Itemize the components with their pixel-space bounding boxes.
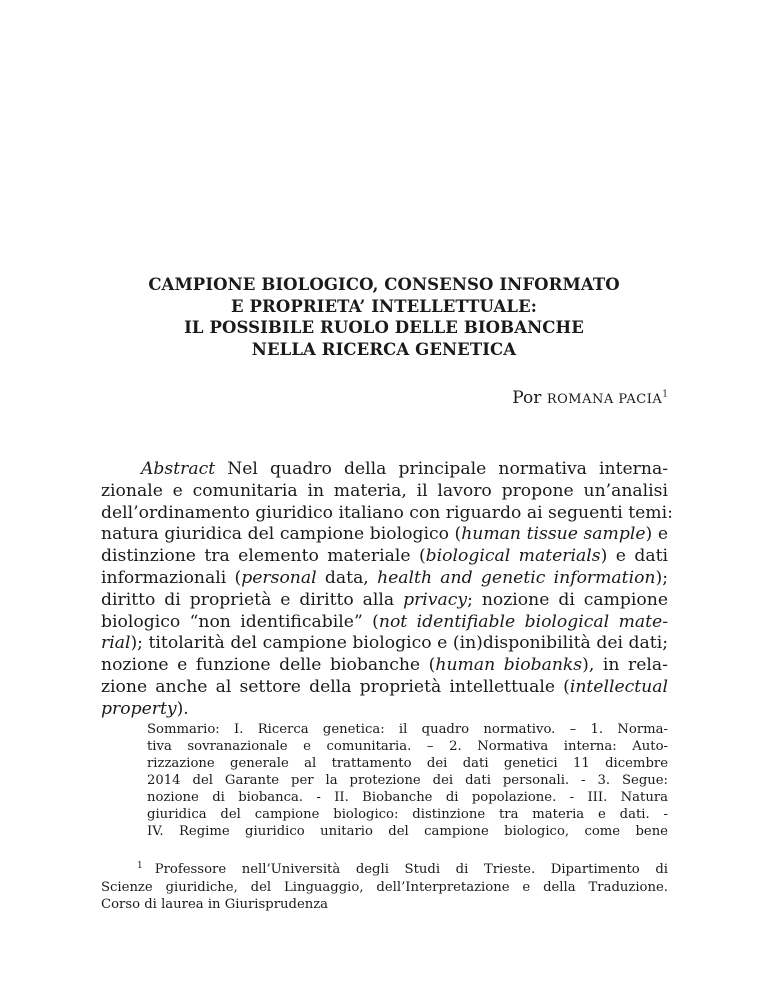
summary-line: giuridica del campione biologico: distinzione tra materia e dati. - — [147, 807, 668, 822]
summary-line: rizzazione generale al trattamento dei dati genetici 11 dicembre — [147, 756, 668, 771]
title-line-2: E PROPRIETA’ INTELLETTUALE: — [231, 296, 537, 316]
author-name: ROMANA PACIA — [546, 392, 663, 407]
abstract-line: zionale e comunitaria in materia, il lavoro propone un’analisi — [101, 480, 668, 501]
title-line-4: NELLA RICERCA GENETICA — [251, 339, 517, 359]
abstract-line: distinzione tra elemento materiale (biological materials) e dati — [101, 546, 668, 567]
abstract-paragraph — [101, 459, 673, 721]
title-line-1: CAMPIONE BIOLOGICO, CONSENSO INFORMATO — [148, 275, 620, 294]
abstract-line: biologico “non identificabile” (not identifiable biological mate- — [101, 611, 668, 632]
footnote-mark: 1 — [137, 860, 143, 871]
abstract-line: dell’ordinamento giuridico italiano con riguardo ai seguenti temi: — [101, 502, 673, 523]
abstract-line: Abstract Nel quadro della principale normativa interna- — [141, 459, 668, 479]
author-line — [512, 388, 668, 408]
summary-block — [147, 721, 668, 840]
abstract-label: Abstract — [141, 459, 216, 479]
footnote — [101, 861, 668, 914]
abstract-line: nozione e funzione delle biobanche (human biobanks), in rela- — [101, 655, 668, 676]
paper-title — [100, 274, 668, 360]
summary-line: tiva sovranazionale e comunitaria. – 2. Normativa interna: Auto- — [147, 739, 668, 754]
summary-line: Sommario: I. Ricerca genetica: il quadro normativo. – 1. Norma- — [147, 722, 668, 737]
footnote-line: $^1$ Professore nell’Università degli Studi di Trieste. Dipartimento di — [137, 860, 668, 877]
abstract-line: informazionali (personal data, health and genetic information); — [101, 567, 668, 588]
author-prefix: Por — [512, 388, 542, 408]
abstract-line: rial); titolarità del campione biologico e (in)disponibilità dei dati; — [101, 633, 668, 654]
author-footnote-mark: 1 — [662, 389, 668, 400]
title-line-3: IL POSSIBILE RUOLO DELLE BIOBANCHE — [184, 318, 584, 337]
summary-line: 2014 del Garante per la protezione dei dati personali. - 3. Segue: — [147, 773, 668, 788]
abstract-line: diritto di proprietà e diritto alla privacy; nozione di campione — [101, 589, 669, 610]
abstract-line: natura giuridica del campione biologico (human tissue sample) e — [101, 524, 668, 545]
summary-line: IV. Regime giuridico unitario del campione biologico, come bene — [147, 824, 668, 839]
abstract-line: zione anche al settore della proprietà intellettuale (intellectual — [101, 676, 668, 697]
footnote-line: Scienze giuridiche, del Linguaggio, dell’Interpretazione e della Traduzione. — [101, 879, 668, 895]
footnote-line: Corso di laurea in Giurisprudenza — [101, 897, 329, 912]
abstract-line: property). — [101, 698, 189, 719]
summary-line: nozione di biobanca. - II. Biobanche di popolazione. - III. Natura — [147, 790, 668, 805]
